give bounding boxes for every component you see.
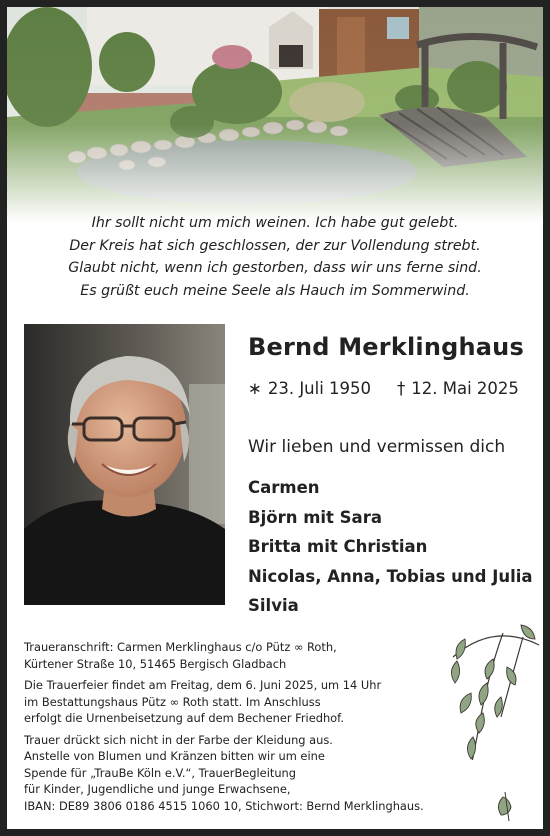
deceased-name: Bernd Merklinghaus [248,333,524,361]
mourning-address [24,639,444,672]
birth-date-text: 23. Juli 1950 [267,379,372,398]
poem-line: Es grüßt euch meine Seele als Hauch im Sommerwind. [80,282,470,299]
birth-star-icon: ∗ [248,379,262,398]
info-line: Kürtener Straße 10, 51465 Bergisch Gladbach [24,656,287,671]
death-date [397,379,519,398]
info-line: für Kinder, Jugendliche und junge Erwachsene, [24,782,291,796]
info-line: Spende für „TrauBe Köln e.V.“, TrauerBegleitung [24,765,296,780]
ceremony-details [24,677,444,727]
family-member: Björn mit Sara [248,507,382,527]
family-member: Carmen [248,478,320,497]
portrait-photo [24,324,225,605]
info-line: im Bestattungshaus Pütz ∞ Roth statt. Im Anschluss [24,694,321,709]
family-member: Nicolas, Anna, Tobias und Julia [248,566,533,586]
cross-icon: † [397,379,406,398]
info-line: IBAN: DE89 3806 0186 4515 1060 10, Stichwort: Bernd Merklinghaus. [24,798,424,813]
info-line: Trauer drückt sich nicht in der Farbe der Kleidung aus. [24,732,333,747]
garden-pond-photo [7,7,543,222]
tribute-line: Wir lieben und vermissen dich [248,437,506,457]
family-member: Britta mit Christian [248,537,428,556]
memorial-poem [7,212,543,302]
donation-request [24,732,444,815]
poem-line: Glaubt nicht, wenn ich gestorben, dass wir uns ferne sind. [68,260,482,276]
poem-line: Ihr sollt nicht um mich weinen. Ich habe gut gelebt. [91,215,459,231]
poem-line: Der Kreis hat sich geschlossen, der zur Vollendung strebt. [69,237,481,254]
funeral-information [24,639,444,819]
info-line: Traueranschrift: Carmen Merklinghaus c/o Pütz ∞ Roth, [24,640,337,654]
info-line: erfolgt die Urnenbeisetzung auf dem Bechener Friedhof. [24,711,344,725]
birth-date [248,379,371,398]
family-member: Silvia [248,596,299,615]
birch-branch-icon [443,617,543,832]
info-line: Die Trauerfeier findet am Freitag, dem 6. Juni 2025, um 14 Uhr [24,678,382,692]
family-list [248,473,533,621]
info-line: Anstelle von Blumen und Kränzen bitten wir um eine [24,749,325,763]
death-date-text: 12. Mai 2025 [411,379,519,398]
